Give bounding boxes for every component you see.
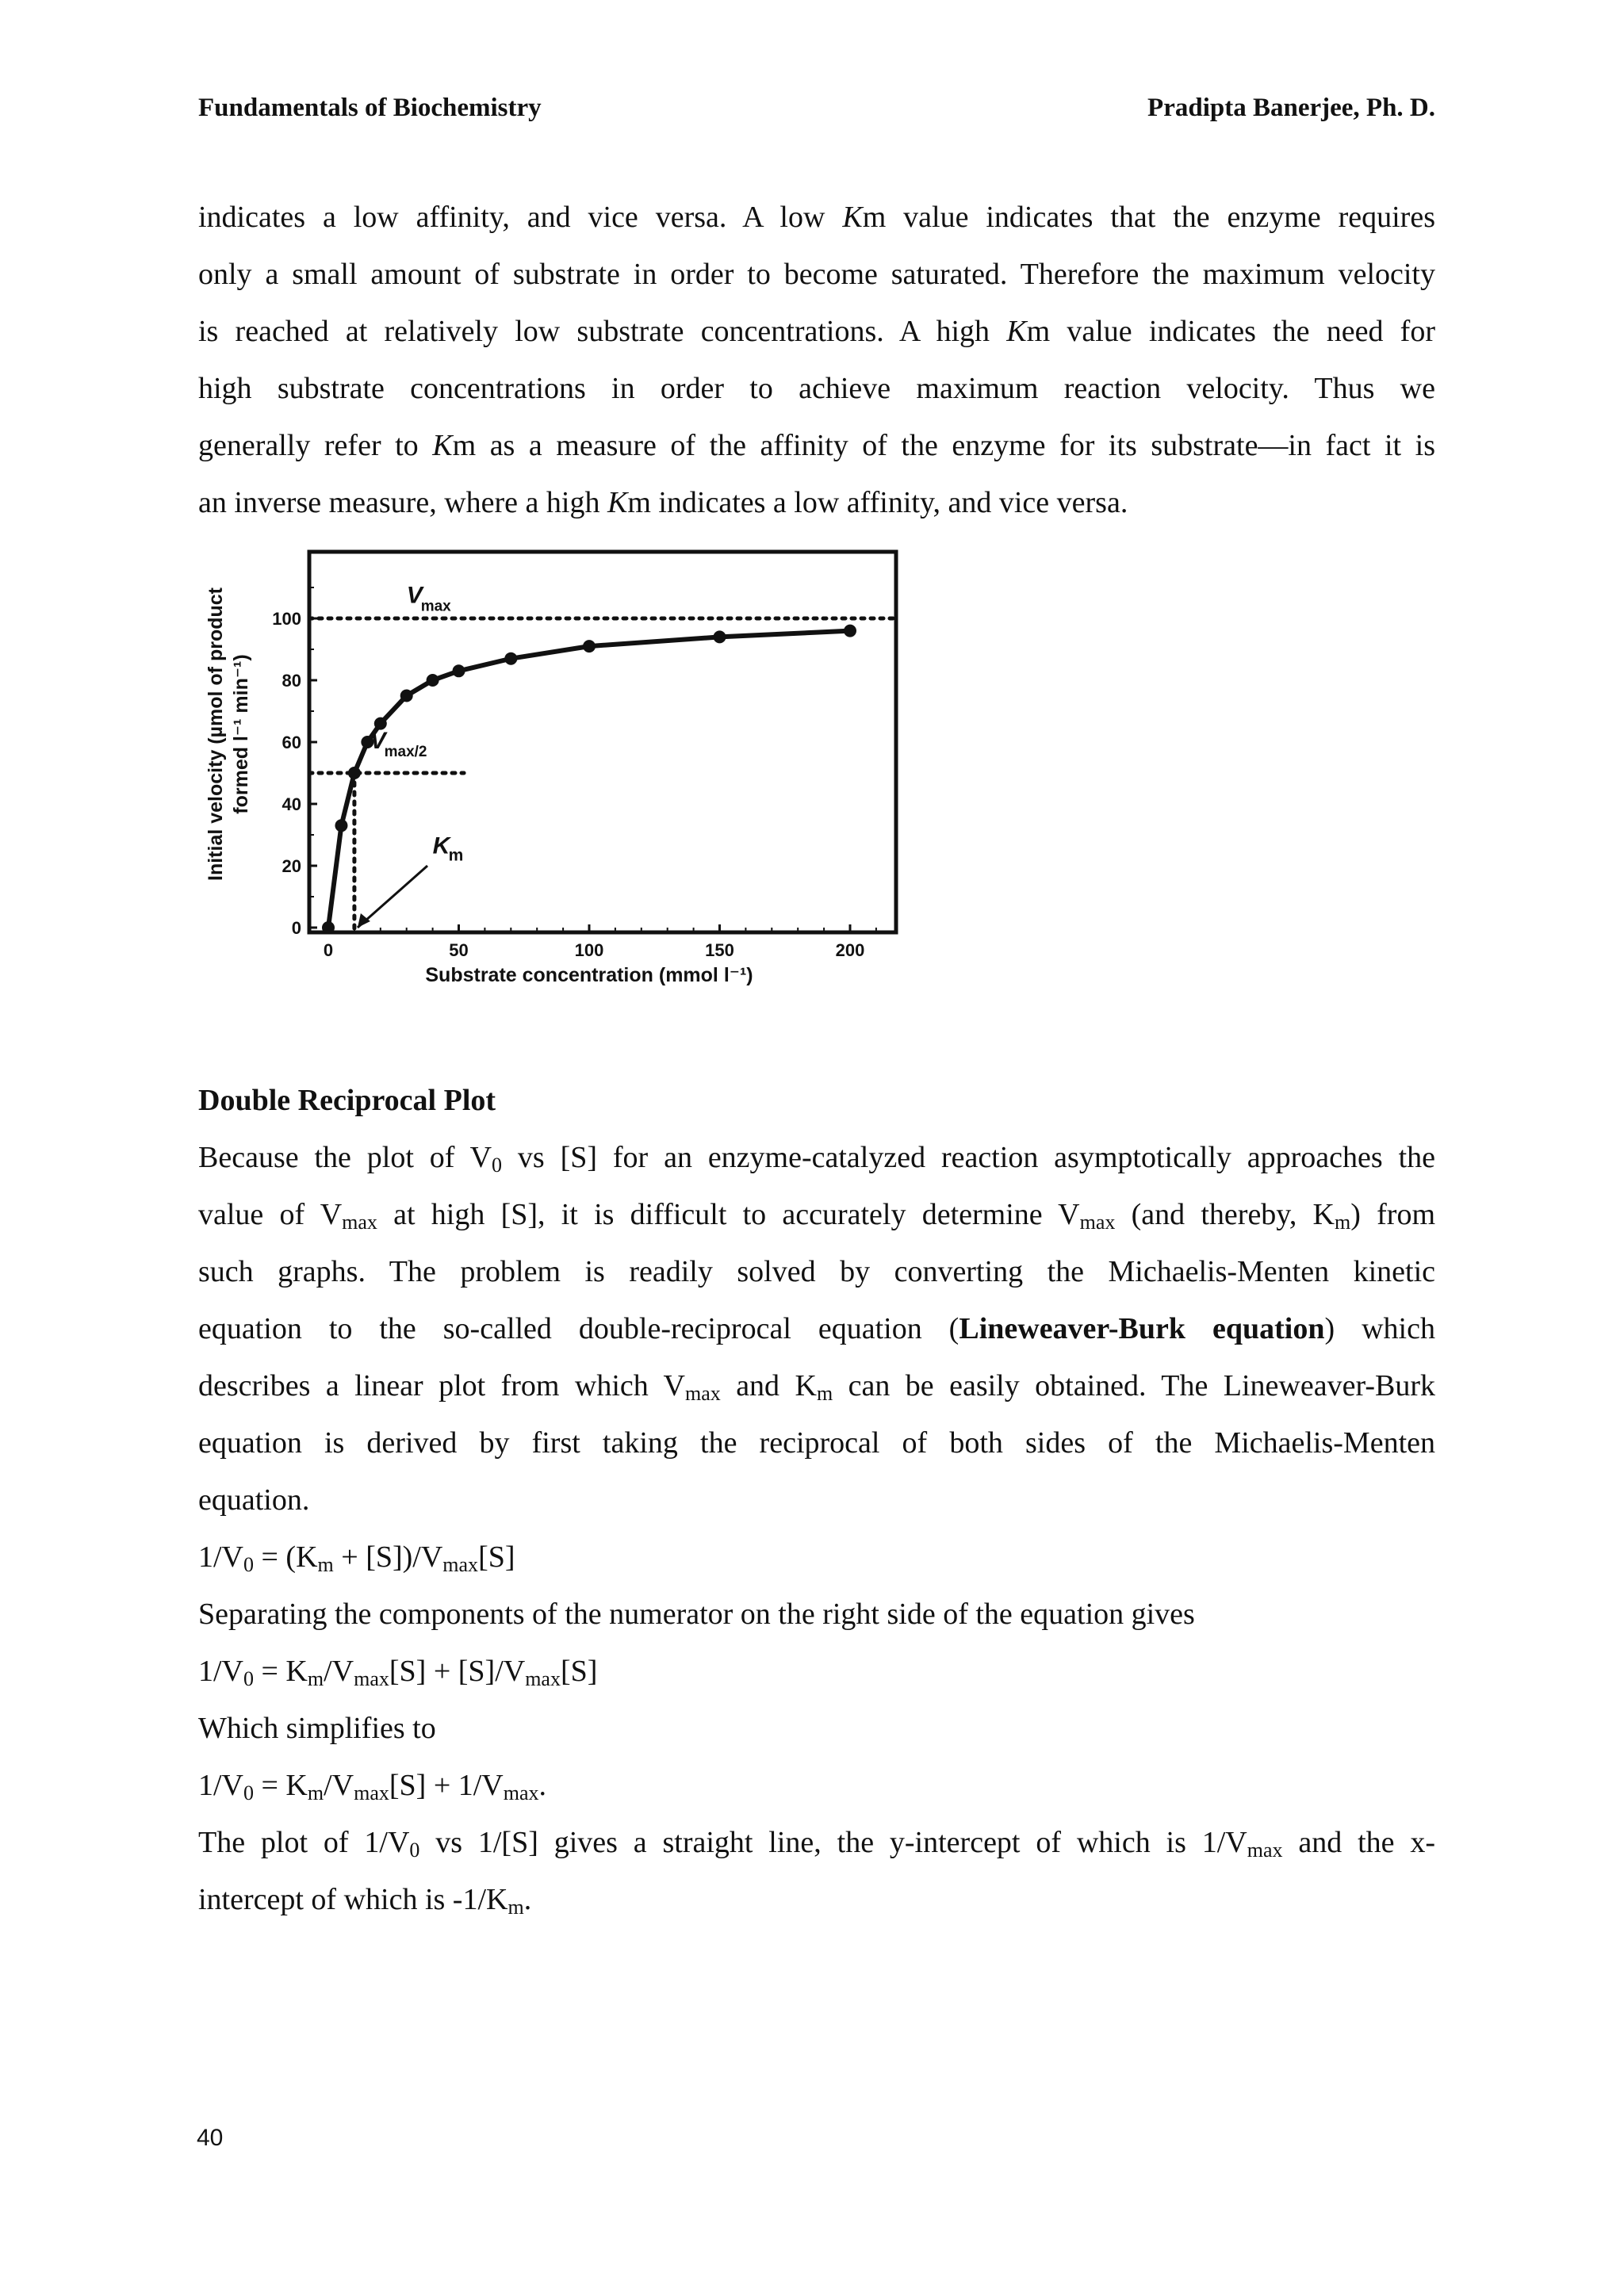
x-tick-label: 100: [574, 940, 604, 960]
text-line: equation to the so-called double-reciprocal equation (Lineweaver-Burk equation) which: [198, 1312, 1435, 1345]
text-line: value of $V_{max}$ at high [S], it is difficult to accurately determine $V_{max}$ (and thereby, $K_m$) from: [198, 1198, 1435, 1234]
plot-frame: [309, 552, 896, 932]
data-point: [400, 690, 413, 702]
michaelis-menten-chart: [198, 547, 912, 1007]
text-line: intercept of which is $-1/K_m$.: [198, 1883, 532, 1919]
text-line: equation.: [198, 1483, 310, 1517]
data-point: [348, 767, 361, 779]
data-point: [714, 630, 726, 643]
author-name: Pradipta Banerjee, Ph. D.: [1147, 94, 1435, 122]
text-line: equation is derived by first taking the reciprocal of both sides of the Michaelis-Menten: [198, 1426, 1435, 1460]
equation-1: $1/V_0 = (K_m + [S])/V_{max}[S]$: [198, 1540, 515, 1576]
text-line: Because the plot of $V_0$ vs [S] for an enzyme-catalyzed reaction asymptotically approaches the: [198, 1141, 1435, 1177]
text-line: such graphs. The problem is readily solved by converting the Michaelis-Menten kinetic: [198, 1255, 1435, 1288]
text-line: only a small amount of substrate in order to become saturated. Therefore the maximum velocity: [198, 258, 1435, 291]
book-title: Fundamentals of Biochemistry: [198, 94, 542, 122]
km-annotation: K: [432, 832, 450, 859]
data-point: [427, 674, 439, 687]
data-point: [322, 921, 335, 934]
equation-2: $1/V_0 = K_m/V_{max}[S] + [S]/V_{max}[S]$: [198, 1655, 598, 1690]
text-line: Which simplifies to: [198, 1712, 436, 1745]
x-tick-label: 200: [835, 940, 865, 960]
x-tick-label: 0: [323, 940, 334, 960]
text-line: generally refer to Km as a measure of the affinity of the enzyme for its substrate—in fact it is: [198, 429, 1435, 462]
km-arrow-line: [358, 866, 427, 928]
data-point: [583, 640, 596, 652]
double-reciprocal-section: [198, 1072, 1435, 1928]
y-tick-label: 40: [282, 794, 301, 814]
km-annotation-sub: m: [448, 846, 464, 865]
data-point: [844, 625, 856, 637]
text-line: is reached at relatively low substrate concentrations. A high Km value indicates the need for: [198, 315, 1435, 348]
y-tick-label: 60: [282, 733, 301, 752]
km-arrow-head: [358, 913, 370, 928]
text-line: indicates a low affinity, and vice versa. A low Km value indicates that the enzyme requires: [198, 201, 1435, 234]
y-tick-label: 80: [282, 671, 301, 691]
page-number: 40: [197, 2125, 224, 2151]
text-line: an inverse measure, where a high Km indicates a low affinity, and vice versa.: [198, 486, 1128, 519]
y-axis-label-line-1: Initial velocity (µmol of product: [205, 587, 227, 881]
y-tick-label: 100: [272, 609, 301, 629]
vmax-annotation-sub: max: [420, 598, 451, 615]
intro-paragraph: [198, 189, 1435, 531]
equation-3: $1/V_0 = K_m/V_{max}[S] + 1/V_{max}$.: [198, 1769, 547, 1804]
half-vmax-annotation-sub: max/2: [384, 743, 427, 760]
text-line: high substrate concentrations in order to achieve maximum reaction velocity. Thus we: [198, 372, 1435, 405]
data-point: [453, 664, 465, 677]
y-axis-label-line-2: formed l⁻¹ min⁻¹): [230, 654, 252, 814]
y-tick-label: 0: [291, 918, 301, 938]
x-tick-label: 150: [705, 940, 734, 960]
text-line: Separating the components of the numerator on the right side of the equation gives: [198, 1598, 1195, 1631]
section-heading: Double Reciprocal Plot: [198, 1084, 496, 1117]
page-header: [198, 94, 1435, 123]
half-vmax-annotation: V: [370, 727, 386, 754]
data-point: [504, 652, 517, 665]
data-point: [335, 819, 347, 832]
text-line: The plot of $1/V_0$ vs 1/[S] gives a straight line, the y-intercept of which is $1/V_{max}$ and the x-: [198, 1826, 1435, 1862]
x-axis-label: Substrate concentration (mmol l⁻¹): [425, 964, 753, 986]
text-line: describes a linear plot from which $V_{max}$ and $K_m$ can be easily obtained. The Lineweaver-Burk: [198, 1369, 1435, 1405]
x-tick-label: 50: [449, 940, 469, 960]
vmax-annotation: V: [406, 582, 423, 609]
y-tick-label: 20: [282, 856, 301, 876]
